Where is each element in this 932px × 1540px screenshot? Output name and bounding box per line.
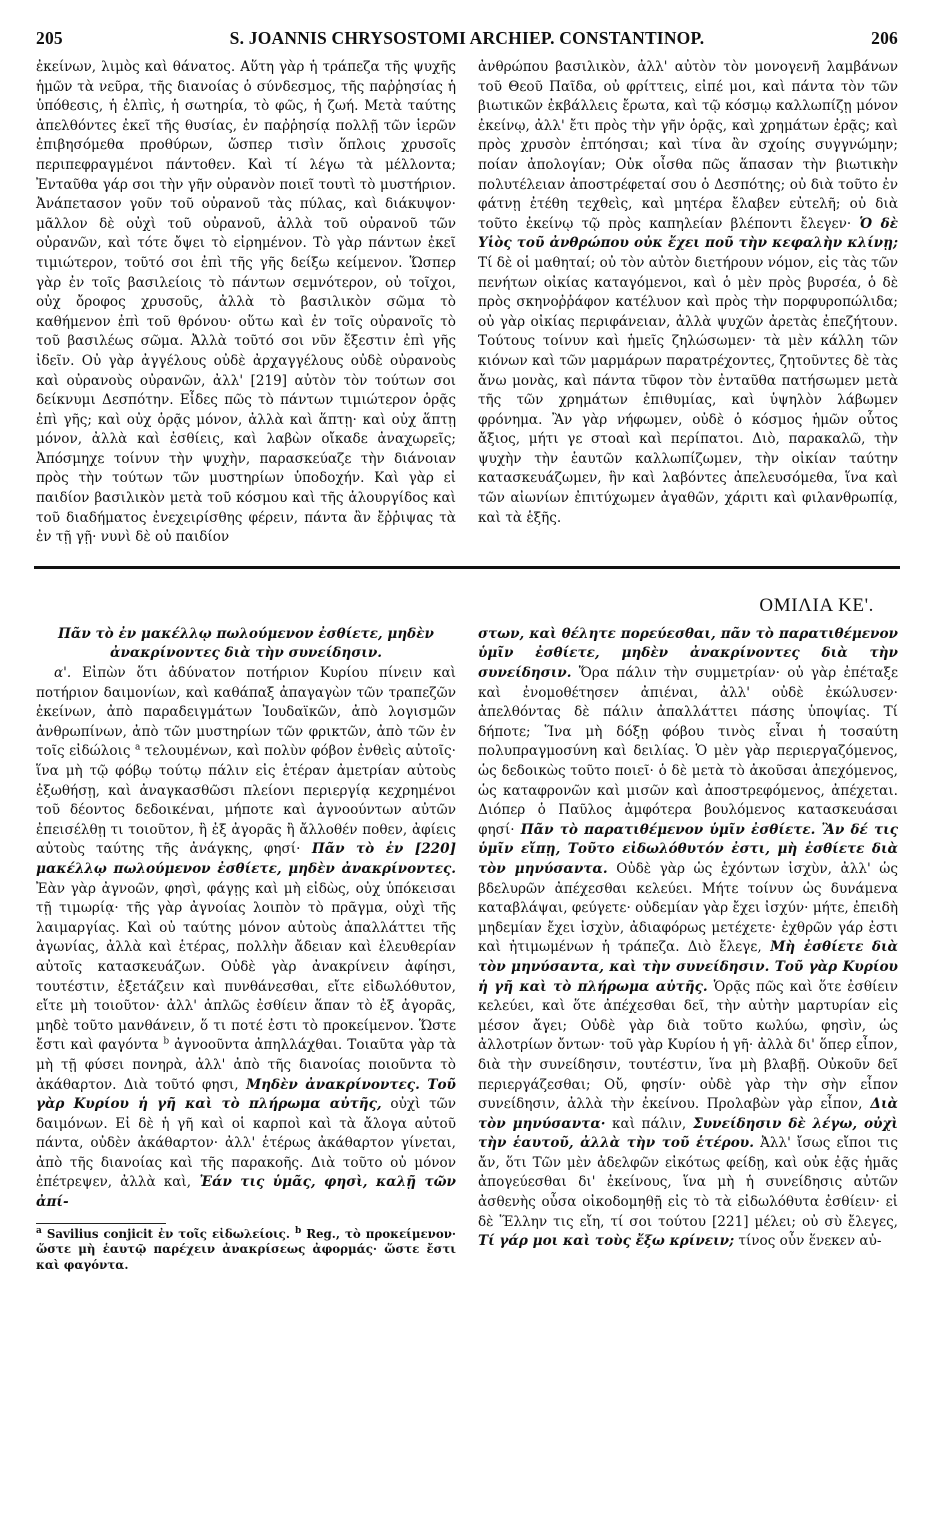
homily-text: Εἰπὼν ὅτι ἀδύνατον ποτήριον Κυρίου πίνειν καὶ ποτήριον δαιμονίων, καὶ καθάπαξ ἀπαγαγὼν τῶν τραπεζῶν ἐκείνων, ἀπὸ παραδειγμάτων Ἰουδαϊκῶν, ἀπὸ λογισμῶν ἀνθρωπίνων, ἀπὸ τῶν μυστηρίων τῶν φρικτῶν, ἀπὸ τῶν ἐν τοῖς εἰδώλοις — [36, 665, 456, 760]
homily-left-column — [36, 625, 456, 1273]
top-right-text-rest: Τί δὲ οἱ μαθηταί; οὐ τὸν αὐτὸν διετήρουν νόμον, εἰς τὰς τῶν πενήτων οἰκίας καταγόμενοι, καὶ ὁ μὲν πρὸς βυρσέα, ὁ δὲ πρὸς σκηνοῤῥάφον κατέλυον καὶ πρὸς τὴν πορφυροπώλιδα; οὐ γὰρ οἰκίας περιφάνειαν, ἀλλὰ ψυχῶν ἀρετὰς ἐπεζήτουν. Τούτους τοίνυν καὶ ἡμεῖς ζηλώσωμεν· τὰ μὲν κάλλη τῶν κιόνων καὶ τῶν μαρμάρων παρατρέχοντες, ζητοῦντες δὲ τὰς ἄνω μονὰς, καὶ πάντα τῦφον τὸν ἐνταῦθα πατήσωμεν μετὰ τῆς τῶν χρημάτων ἐπιθυμίας, καὶ ὑψηλὸν λάβωμεν φρόνημα. Ἂν γὰρ νήφωμεν, οὐδὲ ὁ κόσμος ἡμῶν οὗτος ἄξιος, μήτι γε στοαὶ καὶ περίπατοι. Διὸ, παρακαλῶ, τὴν ψυχὴν τὴν ἑαυτῶν καλλωπίζωμεν, τὴν οἰκίαν ταύτην κατασκευάζωμεν, ἣν καὶ λαβόντες ἀπελευσόμεθα, ἵνα καὶ τῶν αἰωνίων ἐπιτύχωμεν ἀγαθῶν, χάριτι καὶ φιλανθρωπίᾳ, καὶ τὰ ἑξῆς. — [478, 254, 898, 526]
footnote-marker-a: a — [134, 742, 141, 753]
homily-text: Ὁρᾷς πῶς καὶ ὅτε ἐσθίειν κελεύει, καὶ ὅτε ἀπέχεσθαι δεῖ, τὴν αὐτὴν μαρτυρίαν εἰς μέσον ἄγει; Οὐδὲ γὰρ διὰ τοῦτο κωλύω, φησὶν, ὡς ἀλλοτρίων ὄντων· τοῦ γὰρ Κυρίου ἡ γῆ· ἀλλὰ δι' ὅπερ εἶπον, διὰ τὴν συνείδησιν, τουτέστιν, ἵνα μὴ βλαβῇ. Οὐκοῦν δεῖ περιεργάζεσθαι; Οὔ, φησίν· οὐδὲ γὰρ τὴν σὴν εἶπον συνείδησιν, ἀλλὰ τὴν ἐκείνου. Προλαβὼν γὰρ εἶπον, — [478, 978, 898, 1113]
section-number: α'. — [54, 665, 72, 682]
homily-text: ἀγνοοῦντα ἀπηλλάχθαι. Τοιαῦτα γὰρ τὰ μὴ τῇ φύσει πονηρὰ, ἀλλ' ἀπὸ τῆς διανοίας ποιοῦντα τὸ ἀκάθαρτον. Διὰ τοῦτό φησι, — [36, 1037, 456, 1093]
homily-left-paragraph — [36, 664, 456, 1213]
homily-text: τελουμένων, καὶ πολὺν φόβον ἐνθεὶς αὐτοῖς· ἵνα μὴ τῷ φόβῳ τούτῳ πάλιν εἰς ἑτέραν ἀμετρίαν αὐτοὺς ἐξωθήσῃ, καὶ ἀναγκασθῶσι πλείονι περιεργίᾳ κεχρημένοι τοῦ δέοντος δεδοικέναι, μήποτε καὶ ἀγνοούντων αὐτῶν ἐπεισέλθῃ τι τοιοῦτον, ἢ ἐξ ἀγορᾶς ἢ ἄλλοθέν ποθεν, ἀφίεις αὐτοὺς ταύτης τῆς ἀνάγκης, φησί· — [36, 743, 456, 858]
scripture-quote: Πᾶν τὸ παρατιθέμενον ὑμῖν ἐσθίετε. Ἂν δέ τις ὑμῖν εἴπῃ, Τοῦτο εἰδωλόθυτόν ἐστι, μὴ ἐσθίετε διὰ τὸν μηνύσαντα. — [478, 821, 898, 877]
homily-text: Ἀλλ' ἴσως εἴποι τις ἄν, ὅτι Τῶν μὲν ἀδελφῶν εἰκότως φείδῃ, καὶ οὐκ ἐᾷς ἡμᾶς ἀπογεύεσθαι δι' ἐκείνους, ἵνα μὴ ἡ συνείδησις αὐτῶν ἀσθενὴς οὖσα οἰκοδομηθῇ εἰς τὸ τὰ εἰδωλόθυτα ἐσθίειν· εἰ δὲ Ἕλλην τις εἴη, τί σοι τούτου [221] μέλει; οὐ σὺ ἔλεγες, — [478, 1135, 898, 1230]
scripture-quote: Μηδὲν ἀνακρίνοντες. Τοῦ γὰρ Κυρίου ἡ γῆ καὶ τὸ πλήρωμα αὐτῆς, — [36, 1076, 456, 1113]
footnote-a-text: Savilius conjicit ἐν τοῖς εἰδωλείοις. — [41, 1226, 290, 1241]
homily-text: Οὐδὲ γὰρ ὡς ἐχόντων ἰσχὺν, ἀλλ' ὡς βδελυρῶν ἀπέχεσθαι κελεύει. Μήτε τοίνυν ὡς δυνάμενα καταβλάψαι, φεύγετε· οὐδεμίαν γὰρ ἔχει ἰσχύν· μήτε, ἐπειδὴ μηδεμίαν ἔχει ἰσχὺν, ἀδιαφόρως μετέχετε· ἐχθρῶν γάρ ἐστι καὶ ἠτιμωμένων ἡ τράπεζα. Διὸ ἔλεγε, — [478, 860, 898, 956]
top-left-text: ἐκείνων, λιμὸς καὶ θάνατος. Αὕτη γὰρ ἡ τράπεζα τῆς ψυχῆς ἡμῶν τὰ νεῦρα, τῆς διανοίας ὁ σύνδεσμος, τῆς παῤῥησίας ἡ ὑπόθεσις, ἡ ἐλπὶς, ἡ σωτηρία, τὸ φῶς, ἡ ζωή. Μετὰ ταύτης ἀπελθόντες ἐκεῖ τῆς θυσίας, ἐν παῤῥησίᾳ πολλῇ τῶν ἱερῶν ἐπιβησόμεθα προθύρων, ὥσπερ τισὶν ὅπλοις χρυσοῖς περιπεφραγμένοι πάντοθεν. Καὶ τί λέγω τὰ μέλλοντα; Ἐνταῦθα γάρ σοι τὴν γῆν οὐρανὸν ποιεῖ τουτὶ τὸ μυστήριον. Ἀνάπετασον γοῦν τοῦ οὐρανοῦ τὰς πύλας, καὶ διάκυψον· μᾶλλον δὲ οὐχὶ τοῦ οὐρανοῦ, ἀλλὰ τοῦ οὐρανοῦ τῶν οὐρανῶν, καὶ τότε ὄψει τὸ εἰρημένον. Τὸ γὰρ πάντων ἐκεῖ τιμιώτερον, τοῦτό σοι ἐπὶ τῆς γῆς δείξω κείμενον. Ὥσπερ γὰρ ἐν τοῖς βασιλείοις τὸ πάντων σεμνότερον, οὐ τοῖχοι, οὐχ ὄροφος χρυσοῦς, ἀλλὰ τὸ βασιλικὸν σῶμα τὸ καθήμενον ἐπὶ τοῦ θρόνου· οὕτω καὶ ἐν τοῖς οὐρανοῖς τὸ τοῦ βασιλέως σῶμα. Ἀλλὰ τοῦτό σοι νῦν ἔξεστιν ἐπὶ γῆς ἰδεῖν. Οὐ γὰρ ἀγγέλους οὐδὲ ἀρχαγγέλους οὐδὲ οὐρανοὺς καὶ οὐρανοὺς οὐρανῶν, ἀλλ' [219] αὐτὸν τὸν τούτων σοι δείκνυμι Δεσπότην. Εἶδες πῶς τὸ πάντων τιμιώτερον ὁρᾷς ἐπὶ γῆς; καὶ οὐχ ὁρᾷς μόνον, ἀλλὰ καὶ ἅπτῃ· καὶ οὐχ ἅπτῃ μόνον, ἀλλὰ καὶ ἐσθίεις, καὶ λαβὼν οἴκαδε ἀναχωρεῖς; Ἀπόσμηχε τοίνυν τὴν ψυχὴν, παρασκεύαζε τὴν διάνοιαν πρὸς τὴν τούτων τῶν μυστηρίων ὑποδοχήν. Καὶ γὰρ εἰ παιδίον βασιλικὸν μετὰ τοῦ κόσμου καὶ τῆς ἁλουργίδος καὶ τοῦ διαδήματος ἐνεχειρίσθης φέρειν, πάντα ἂν ἔῤῥιψας τὰ ἐν τῇ γῇ· νυνὶ δὲ οὐ παιδίον — [36, 59, 456, 546]
top-right-text: ἀνθρώπου βασιλικὸν, ἀλλ' αὐτὸν τὸν μονογενῆ λαμβάνων τοῦ Θεοῦ Παῖδα, οὐ φρίττεις, εἰπέ μοι, καὶ πάντα τὸν τῶν βιωτικῶν ἐκβάλλεις ἔρωτα, καὶ τῷ κόσμῳ καλλωπίζῃ μόνον ἐκείνῳ, ἀλλ' ἔτι πρὸς τὴν γῆν ὁρᾷς, καὶ χρημάτων ἐρᾷς; καὶ πρὸς χρυσὸν ἐπτόησαι; καὶ τίνα ἂν σχοίης συγγνώμην; ποίαν ἀπολογίαν; Οὐκ οἶσθα πῶς ἅπασαν τὴν βιωτικὴν πολυτέλειαν ἀποστρέφεταί σου ὁ Δεσπότης; οὐ διὰ τοῦτο ἐν φάτνῃ ἐτέθη τεχθεὶς, καὶ μητέρα ἔλαβεν εὐτελῆ; οὐ διὰ τοῦτο ἐκείνῳ τῷ πρὸς καπηλείαν βλέποντι ἔλεγεν· — [478, 59, 898, 232]
top-right-column — [478, 58, 898, 548]
scripture-quote: στων, καὶ θέλητε πορεύεσθαι, πᾶν τὸ παρατιθέμενον ὑμῖν ἐσθίετε, μηδὲν ἀνακρίνοντες διὰ τὴν συνείδησιν. — [478, 625, 898, 682]
top-columns — [36, 58, 898, 548]
top-left-column — [36, 58, 456, 548]
right-page-number: 206 — [871, 28, 898, 48]
scripture-quote: Ὁ δὲ Υἱὸς τοῦ ἀνθρώπου οὐκ ἔχει ποῦ τὴν κεφαλὴν κλίνῃ; — [478, 215, 898, 252]
running-head — [36, 28, 898, 58]
scripture-quote: Ἐάν τις ὑμᾶς, φησὶ, καλῇ τῶν ἀπί- — [36, 1174, 456, 1211]
footnote-marker-b: b — [163, 1036, 170, 1047]
homily-text: Ἐὰν γὰρ ἀγνοῶν, φησὶ, φάγῃς καὶ μὴ εἰδὼς, οὐχ ὑπόκεισαι τῇ τιμωρίᾳ· τῆς γὰρ ἀγνοίας λοιπὸν τὸ πρᾶγμα, οὐχὶ τῆς λαιμαργίας. Καὶ οὐ ταύτης μόνον αὐτοὺς ἀπαλλάττει τῆς ἀγωνίας, ἀλλὰ καὶ ἑτέρας, πολλὴν ἄδειαν καὶ ἐλευθερίαν αὐτοῖς κατασκευάζων. Οὐδὲ γὰρ ἀνακρίνειν ἀφίησι, τουτέστιν, ἐξετάζειν καὶ πυνθάνεσθαι, εἴτε εἰδωλόθυτον, εἴτε μὴ τοιοῦτον· ἀλλ' ἁπλῶς ἐσθίειν ἅπαν τὸ ἐξ ἀγορᾶς, μηδὲ τοῦτο μανθάνειν, ὅ τι ποτέ ἐστι τὸ προκείμενον. Ὥστε ἔστι καὶ φαγόντα — [36, 880, 456, 1054]
left-page-number: 205 — [36, 28, 63, 48]
homily-text: καὶ πάλιν, — [605, 1115, 687, 1132]
scripture-quote: Μὴ ἐσθίετε διὰ τὸν μηνύσαντα, καὶ τὴν συνείδησιν. Τοῦ γὰρ Κυρίου ἡ γῆ καὶ τὸ πλήρωμα αὐτῆς. — [478, 939, 899, 995]
homily-right-paragraph — [478, 625, 898, 1252]
section-divider-rule — [34, 566, 900, 569]
footnote-a-mark: a — [36, 1225, 42, 1236]
scripture-quote: Πᾶν τὸ ἐν [220] μακέλλῳ πωλούμενον ἐσθίετε, μηδὲν ἀνακρίνοντες. — [36, 841, 456, 877]
homily-text: τίνος οὖν ἕνεκεν αὐ- — [734, 1233, 882, 1250]
homily-lemma: Πᾶν τὸ ἐν μακέλλῳ πωλούμενον ἐσθίετε, μηδὲν ἀνακρίνοντες διὰ τὴν συνείδησιν. — [58, 625, 434, 662]
scripture-quote: Συνείδησιν δὲ λέγω, οὐχὶ τὴν ἑαυτοῦ, ἀλλὰ τὴν τοῦ ἑτέρου. — [478, 1115, 898, 1152]
top-right-paragraph — [478, 58, 898, 528]
footnote-b-mark: b — [294, 1225, 302, 1236]
footnote-b-text: Reg., τὸ προκείμενον· ὥστε μὴ ἑαυτῷ παρέχειν ἀνακρίσεως ἀφορμάς· ὥστε ἔστι καὶ φαγόντα. — [36, 1226, 457, 1272]
scripture-quote: Τί γάρ μοι καὶ τοὺς ἔξω κρίνειν; — [478, 1233, 735, 1250]
homily-text: Ὅρα πάλιν τὴν συμμετρίαν· οὐ γὰρ ἐπέταξε καὶ ἐνομοθέτησεν ἀπιέναι, ἀλλ' οὐδὲ ἐκώλυσεν· ἀπελθόντας δὲ πάλιν ἀπαλλάττει πάσης ὑποψίας. Τί δήποτε; Ἵνα μὴ δόξῃ φόβου τινὸς εἶναι ἡ τοσαύτη πολυπραγμοσύνη καὶ δειλίας. Ὁ μὲν γὰρ περιεργαζόμενος, ὡς δεδοικὼς τοῦτο ποιεῖ· ὁ δὲ μετὰ τὸ ἀκοῦσαι ἀπεχόμενος, ὡς καταφρονῶν καὶ μισῶν καὶ ἀποστρεφόμενος, ἀπέχεται. Διόπερ ὁ Παῦλος ἀμφότερα βουλόμενος κατασκευάσαι φησί· — [478, 665, 898, 838]
footnote-a — [36, 1227, 456, 1274]
footnotes — [36, 1227, 456, 1274]
homily-title: ΟΜΙΛΙΑ ΚΕ'. — [759, 594, 874, 616]
homily-columns — [36, 625, 898, 1273]
running-title: S. JOANNIS CHRYSOSTOMI ARCHIEP. CONSTANTINOP. — [229, 28, 705, 48]
scripture-quote: Διὰ τὸν μηνύσαντα· — [478, 1096, 898, 1132]
homily-right-column — [478, 625, 898, 1273]
homily-text: οὐχὶ τῶν δαιμόνων. Εἰ δὲ ἡ γῆ καὶ οἱ καρποὶ καὶ τὰ ἄλογα αὐτοῦ πάντα, οὐδὲν ἀκάθαρτον· ἀλλ' ἑτέρως ἀκάθαρτον γίνεται, ἀπὸ τῆς διανοίας καὶ τῆς παρακοῆς. Διὰ τοῦτο οὐ μόνον ἐπέτρεψεν, ἀλλὰ καὶ, — [36, 1096, 457, 1191]
